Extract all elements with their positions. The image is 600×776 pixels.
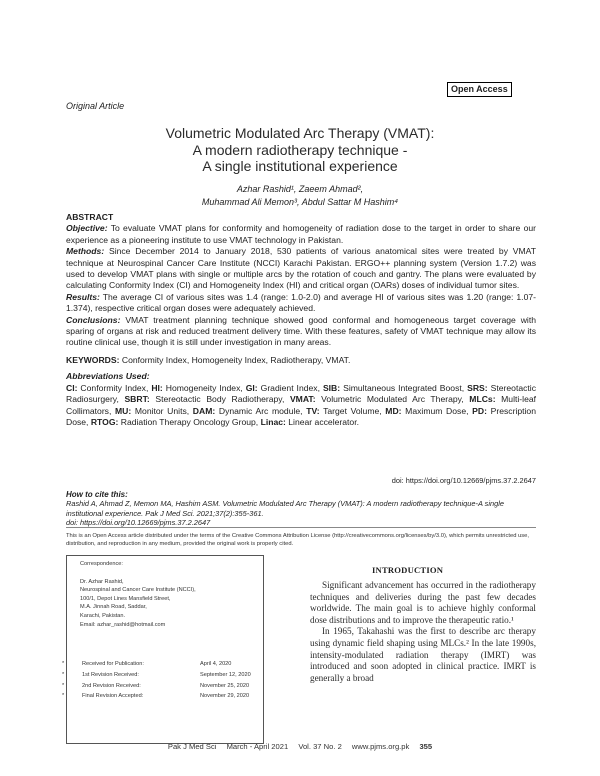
abstract-conclusions [66,315,536,349]
abbr-def: Gradient Index, [257,382,323,393]
correspondence-address: Neurospinal and Cancer Care Institute (NCCI), [80,587,196,594]
submission-dates [62,659,251,702]
abbr-def: Dynamic Arc module, [215,405,307,416]
abbr-def: Monitor Units, [131,405,193,416]
title-line: Volumetric Modulated Arc Therapy (VMAT): [165,125,435,141]
date-label: 1st Revision Received: [82,671,139,678]
abbr-term: MLCs: [469,394,496,405]
introduction-heading: INTRODUCTION [372,565,444,575]
abbr-term: CI: [66,382,78,393]
correspondence-content [80,560,196,629]
abbr-def: Conformity Index, [77,382,152,393]
title-line: A modern radiotherapy technique - [192,141,408,158]
bullet-icon: * [62,693,65,700]
keywords-label: KEYWORDS: [66,354,120,365]
title-line: A single institutional experience [202,158,398,174]
footer-volume: Vol. 37 No. 2 [298,742,342,751]
abbr-term: SBRT: [124,394,150,405]
intro-paragraph: Significant advancement has occurred in the radiotherapy techniques and deliveries during the past few decades worldwide. The main goal is to achieve highly conformal dose distributions and to improve the therapeutic ratio.¹ [310,580,536,625]
cite-heading: How to cite this: [66,490,128,499]
objective-label: Objective: [66,223,108,234]
conclusions-text: VMAT treatment planning technique showed good conformal and homogeneous target coverage with sparing of organs at risk and reduced treatment delivery time. With these features, safety of VMAT technique may allow its routine clinical use, though it is still under investigation in many areas. [66,314,536,348]
abbr-term: GI: [245,382,258,393]
authors-line: Azhar Rashid¹, Zaeem Ahmad², [236,184,364,194]
abbr-def: Radiation Therapy Oncology Group, [118,416,261,427]
abstract-results [66,292,536,315]
date-value: November 25, 2020 [200,682,250,689]
abbr-def: Stereotactic Radiosurgery, [66,382,536,405]
abbr-term: SRS: [467,382,488,393]
abbreviations-heading: Abbreviations Used: [66,371,150,382]
correspondence-address: M.A. Jinnah Road, Saddar, [80,604,147,611]
date-row [62,691,251,702]
cite-doi[interactable]: doi: https://doi.org/10.12669/pjms.37.2.2647 [66,518,211,528]
correspondence-email[interactable]: Email: azhar_rashid@hotmail.com [80,621,166,628]
objective-text: To evaluate VMAT plans for conformity and homogeneity of radiation dose to the target in order to share our experience as a pioneering institute to use VMAT technology in Pakistan. [66,223,536,245]
author-list [60,183,540,209]
abbr-def: Maximum Dose, [401,405,473,416]
doi-link[interactable]: doi: https://doi.org/10.12669/pjms.37.2.2647 [391,476,536,485]
date-label: Final Revision Accepted: [82,693,144,700]
abbr-term: Linac: [260,416,286,427]
abstract-section [66,212,536,428]
intro-paragraph: In 1965, Takahashi was the first to describe arc therapy using dynamic field shaping using MLCs.² In the late 1990s, intensity-modulated radiation therapy (IMRT) was introduced and soon adopted in clinical practice. IMRT is generally a broad [310,626,536,683]
abbr-def: Simultaneous Integrated Boost, [340,382,468,393]
abbr-def: Volumetric Modulated Arc Therapy, [315,394,470,405]
abbr-term: VMAT: [289,394,316,405]
correspondence-address: 100/1, Depot Lines Mansfield Street, [80,595,171,602]
date-row [62,670,251,681]
keywords-text: Conformity Index, Homogeneity Index, Radiotherapy, VMAT. [119,354,351,365]
abbr-term: PD: [472,405,487,416]
abbr-term: HI: [151,382,163,393]
article-type: Original Article [66,101,125,111]
date-row [62,681,251,692]
page-footer [0,742,600,751]
abbr-term: MD: [385,405,402,416]
citation-block [66,490,536,528]
abstract-objective [66,223,536,246]
bullet-icon: * [62,682,65,689]
page-number: 355 [419,742,433,751]
conclusions-label: Conclusions: [66,314,121,325]
introduction-body [310,580,536,684]
divider [66,527,536,528]
abbr-def: Stereotactic Body Radiotherapy, [149,394,290,405]
results-label: Results: [66,291,100,302]
date-row [62,659,251,670]
bullet-icon: * [62,661,65,667]
authors-line: Muhammad Ali Memon³, Abdul Sattar M Hashim⁴ [201,197,399,207]
abstract-heading: ABSTRACT [66,212,114,222]
open-access-badge: Open Access [447,82,512,97]
correspondence-name: Dr. Azhar Rashid, [80,578,124,585]
footer-site[interactable]: www.pjms.org.pk [351,742,410,751]
footer-journal: Pak J Med Sci [167,742,217,751]
abstract-methods [66,246,536,292]
date-value: April 4, 2020 [200,661,232,667]
cite-text: Rashid A, Ahmad Z, Memon MA, Hashim ASM. Volumetric Modulated Arc Therapy (VMAT): A modern radiotherapy technique-A single institutional experience. Pak J Med Sci. 2021;37(2):355-361. [66,499,504,518]
date-label: 2nd Revision Received: [82,682,141,689]
date-label: Received for Publication: [82,661,144,667]
license-text: This is an Open Access article distributed under the terms of the Creative Commons Attribution License (http://creativecommons.org/licenses/by/3.0), which permits unrestricted use, distribution, and reproduction in any medium, provided the original work is properly cited. [66,533,529,547]
abbr-def: Target Volume, [319,405,386,416]
date-value: September 12, 2020 [200,671,251,678]
abbr-term: RTOG: [90,416,119,427]
correspondence-address: Karachi, Pakistan. [80,612,126,619]
article-title [60,125,540,175]
abbr-term: MU: [115,405,132,416]
abbr-def: Linear accelerator. [285,416,359,427]
abbr-term: TV: [306,405,320,416]
abbr-term: DAM: [192,405,216,416]
bullet-icon: * [62,671,65,678]
footer-issue: March - April 2021 [226,742,289,751]
methods-label: Methods: [66,246,105,257]
abbr-def: Homogeneity Index, [162,382,246,393]
abbr-def: Multi-leaf Collimators, [66,394,537,416]
methods-text: Since December 2014 to January 2018, 530 patients of various anatomical sites were treated by VMAT technique at Neurospinal Cancer Care Institute (NCCI) Karachi Pakistan. ERGO++ planning system (Version 1.7.2) was used to develop VMAT plans with single or multiple arcs by the rotation of couch and gantry. The plans were evaluated by calculating Conformity Index (CI) and Homogeneity Index (HI) and critical organ (OARs) doses of individual tumor sites. [66,246,536,291]
results-text: The average CI of various sites was 1.4 (range: 1.0-2.0) and average HI of various sites was 1.20 (range: 1.07-1.374), respective critical organ doses were adequately achieved. [66,291,536,314]
abbreviations-list [66,383,536,429]
abbr-term: SIB: [322,382,341,393]
keywords [66,355,536,366]
abbr-def: Prescription Dose, [66,405,536,427]
date-value: November 29, 2020 [200,693,250,700]
correspondence-heading: Correspondence: [80,561,123,567]
